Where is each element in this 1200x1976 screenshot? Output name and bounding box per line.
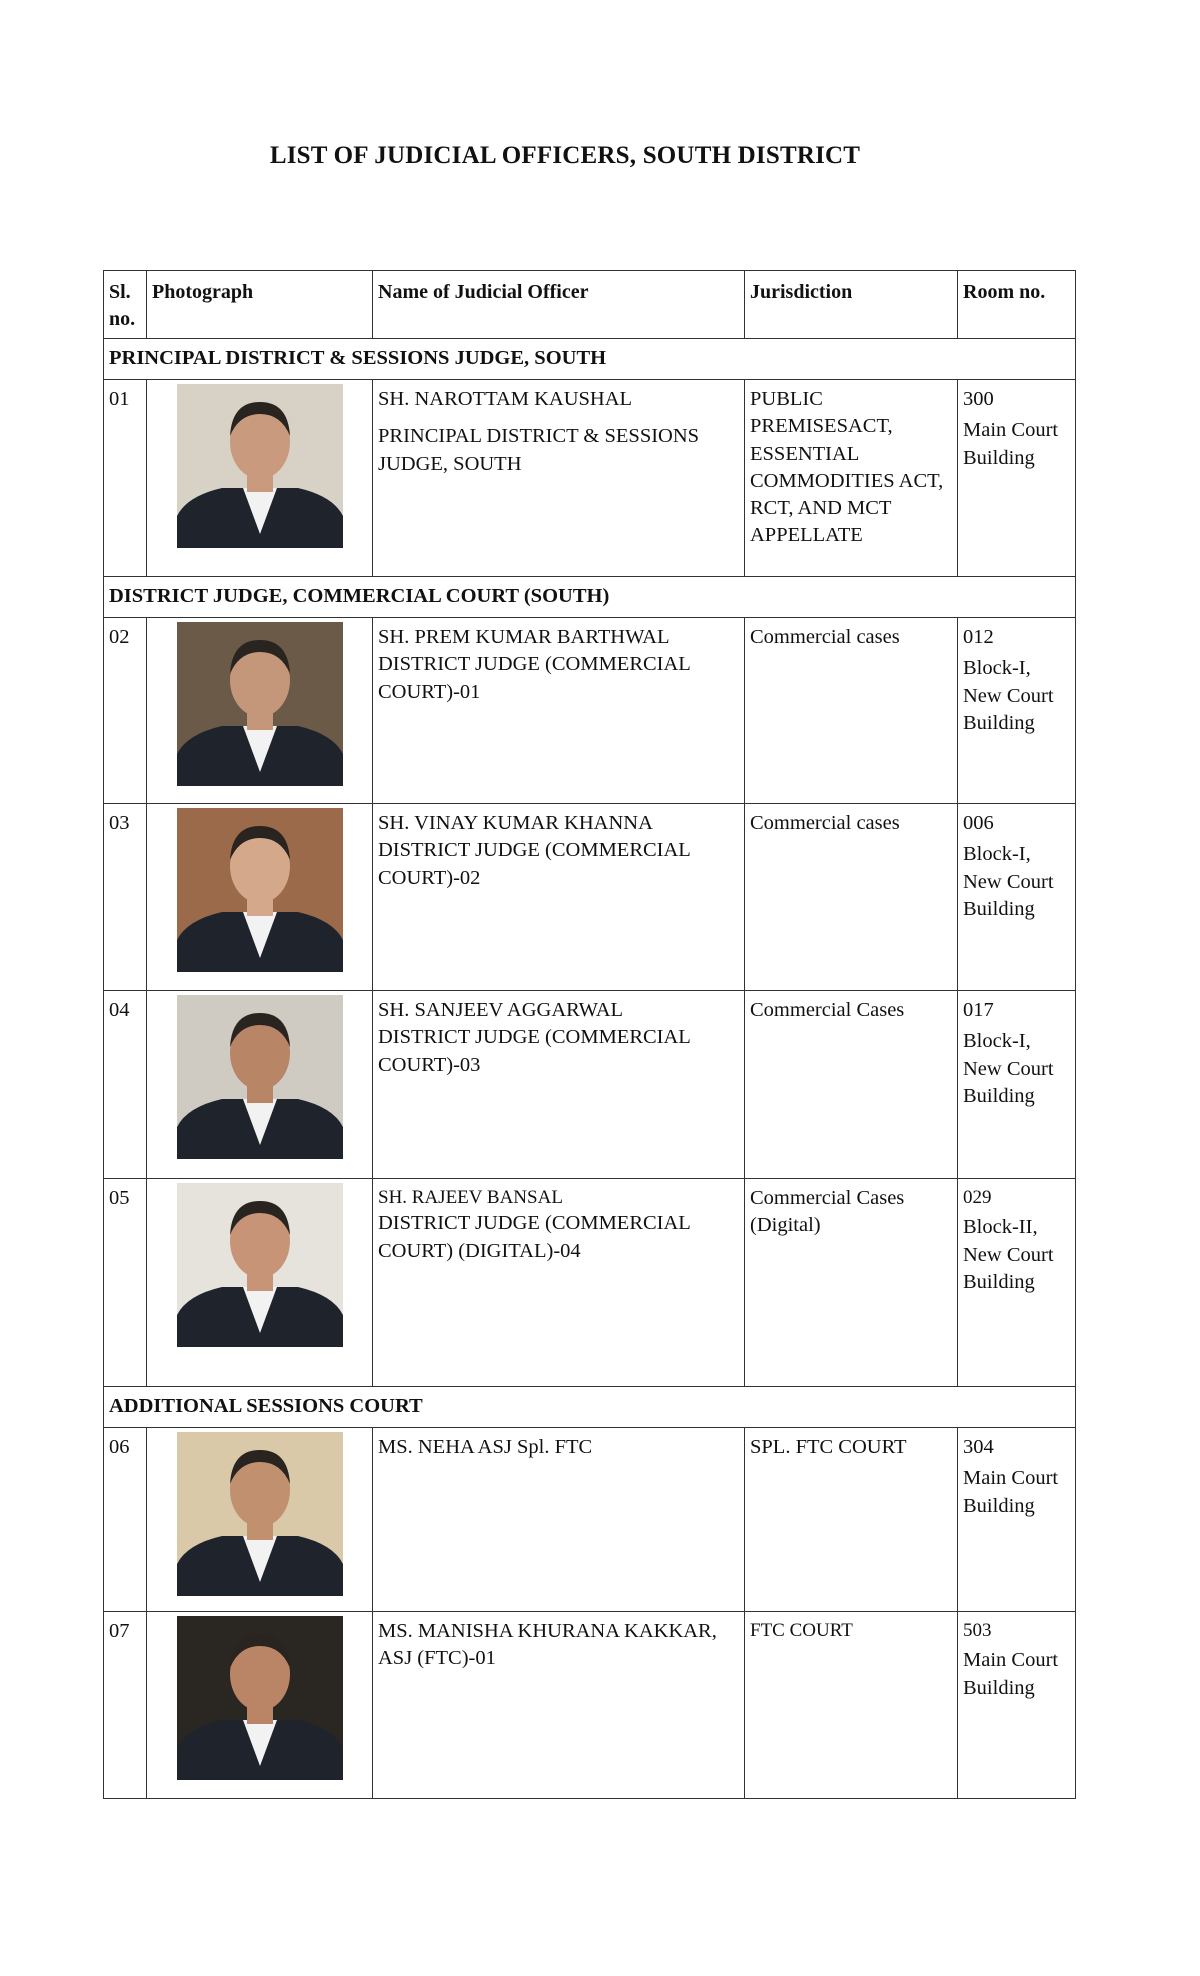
name-cell [373, 380, 745, 577]
photo-cell [147, 1428, 373, 1612]
section-header-row [104, 577, 1076, 618]
room-number: 029 [963, 1187, 992, 1209]
name-cell [373, 618, 745, 804]
officer-name: SH. NAROTTAM KAUSHAL [378, 388, 633, 411]
room-cell [958, 991, 1076, 1179]
room-location: Block-I, New Court Building [963, 1030, 1054, 1107]
officer-photo [177, 1616, 343, 1780]
photo-cell [147, 804, 373, 991]
officer-name: SH. RAJEEV BANSAL [378, 1187, 563, 1209]
table-row [104, 1612, 1076, 1799]
officer-designation: DISTRICT JUDGE (COMMERCIAL COURT)-02 [378, 839, 691, 889]
header-jurisdiction: Jurisdiction [745, 271, 958, 339]
section-header-row [104, 339, 1076, 380]
table-header-row [104, 271, 1076, 339]
name-cell [373, 1179, 745, 1387]
officer-photo [177, 622, 343, 786]
officer-portrait-icon [177, 1432, 343, 1596]
room-cell [958, 618, 1076, 804]
room-cell [958, 1612, 1076, 1799]
room-location: Main Court Building [963, 1649, 1059, 1699]
officer-designation: DISTRICT JUDGE (COMMERCIAL COURT)-01 [378, 653, 691, 703]
jurisdiction-cell: PUBLIC PREMISESACT, ESSENTIAL COMMODITIES ACT, RCT, AND MCT APPELLATE [745, 380, 958, 577]
room-location: Main Court Building [963, 419, 1059, 469]
name-cell [373, 991, 745, 1179]
room-number: 006 [963, 812, 994, 835]
jurisdiction-cell: Commercial cases [745, 618, 958, 804]
officer-name: SH. PREM KUMAR BARTHWAL [378, 626, 670, 649]
sl-no-cell: 02 [104, 618, 147, 804]
jurisdiction-cell: Commercial Cases [745, 991, 958, 1179]
table-row [104, 991, 1076, 1179]
officer-designation: PRINCIPAL DISTRICT & SESSIONS JUDGE, SOUTH [378, 425, 700, 475]
table-body [104, 339, 1076, 1799]
photo-cell [147, 991, 373, 1179]
name-cell [373, 1428, 745, 1612]
officer-portrait-icon [177, 1616, 343, 1780]
room-cell [958, 1428, 1076, 1612]
page-title: LIST OF JUDICIAL OFFICERS, SOUTH DISTRICT [269, 142, 861, 169]
section-title: ADDITIONAL SESSIONS COURT [104, 1387, 1076, 1428]
officer-portrait-icon [177, 995, 343, 1159]
officer-name: MS. MANISHA KHURANA KAKKAR, ASJ (FTC)-01 [378, 1620, 717, 1670]
room-number: 012 [963, 626, 994, 649]
jurisdiction-cell: Commercial Cases (Digital) [745, 1179, 958, 1387]
sl-no-cell: 04 [104, 991, 147, 1179]
officer-name: SH. VINAY KUMAR KHANNA [378, 812, 653, 835]
room-cell [958, 380, 1076, 577]
table-row [104, 804, 1076, 991]
jurisdiction-cell: FTC COURT [745, 1612, 958, 1799]
header-sl-no: Sl. no. [104, 271, 147, 339]
jurisdiction-cell: Commercial cases [745, 804, 958, 991]
sl-no-cell: 07 [104, 1612, 147, 1799]
officer-photo [177, 808, 343, 972]
room-location: Block-II, New Court Building [963, 1216, 1054, 1293]
sl-no-cell: 01 [104, 380, 147, 577]
officer-name: MS. NEHA ASJ Spl. FTC [378, 1436, 593, 1459]
name-cell [373, 804, 745, 991]
officers-table [103, 270, 1076, 1799]
section-title: DISTRICT JUDGE, COMMERCIAL COURT (SOUTH) [104, 577, 1076, 618]
photo-cell [147, 1612, 373, 1799]
officer-designation: DISTRICT JUDGE (COMMERCIAL COURT) (DIGITAL)-04 [378, 1212, 691, 1262]
officer-photo [177, 1183, 343, 1347]
officer-photo [177, 1432, 343, 1596]
officer-portrait-icon [177, 384, 343, 548]
photo-cell [147, 618, 373, 804]
room-number: 503 [963, 1620, 992, 1642]
header-name: Name of Judicial Officer [373, 271, 745, 339]
room-number: 304 [963, 1436, 994, 1459]
header-room-no: Room no. [958, 271, 1076, 339]
room-cell [958, 804, 1076, 991]
photo-cell [147, 380, 373, 577]
table-row [104, 380, 1076, 577]
section-title: PRINCIPAL DISTRICT & SESSIONS JUDGE, SOUTH [104, 339, 1076, 380]
room-location: Block-I, New Court Building [963, 657, 1054, 734]
officer-photo [177, 384, 343, 548]
room-cell [958, 1179, 1076, 1387]
photo-cell [147, 1179, 373, 1387]
officer-photo [177, 995, 343, 1159]
room-location: Block-I, New Court Building [963, 843, 1054, 920]
header-photograph: Photograph [147, 271, 373, 339]
table-row [104, 618, 1076, 804]
room-location: Main Court Building [963, 1467, 1059, 1517]
officer-name: SH. SANJEEV AGGARWAL [378, 999, 624, 1022]
name-cell [373, 1612, 745, 1799]
officer-portrait-icon [177, 808, 343, 972]
jurisdiction-cell: SPL. FTC COURT [745, 1428, 958, 1612]
sl-no-cell: 03 [104, 804, 147, 991]
section-header-row [104, 1387, 1076, 1428]
room-number: 017 [963, 999, 994, 1022]
officer-portrait-icon [177, 622, 343, 786]
officer-designation: DISTRICT JUDGE (COMMERCIAL COURT)-03 [378, 1026, 691, 1076]
sl-no-cell: 05 [104, 1179, 147, 1387]
sl-no-cell: 06 [104, 1428, 147, 1612]
room-number: 300 [963, 388, 994, 411]
table-row [104, 1179, 1076, 1387]
table-row [104, 1428, 1076, 1612]
officer-portrait-icon [177, 1183, 343, 1347]
